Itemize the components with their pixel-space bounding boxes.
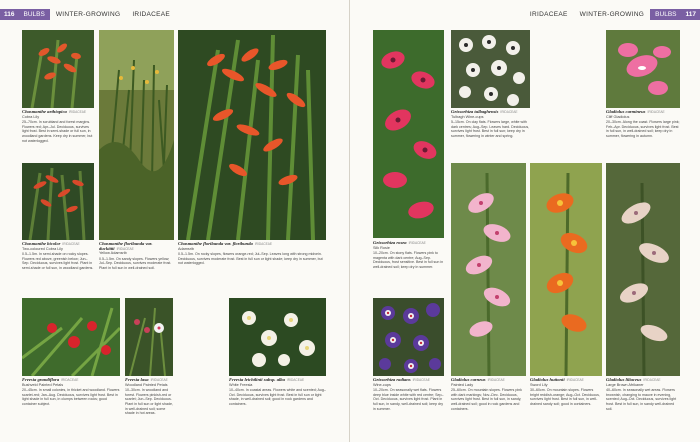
caption-gladiolus-carneus: Gladiolus carneus IRIDACEAE Painted Lady 25–60cm. On mountain slopes. Flowers pink with dark markings; Nov–Dec. Deciduous, survives light frost. Best in full sun, in sandy, well-drained soil; good in rock gardens and containers. — [451, 377, 522, 411]
photo-freesia-laxa — [125, 298, 173, 376]
caption-freesia-grandiflora: Freesia grandiflora IRIDACEAE Bushveld Painted Petals 20–45cm. In small colonies, in thicket and woodland. Flowers scarlet-red; Jan–Aug. Deciduous, survives light frost. Best in light shade in full sun, in clumps between rocks; good container subject. — [22, 377, 120, 406]
left-category-label: WINTER-GROWING — [55, 11, 121, 18]
photo-freesia-alba — [229, 298, 326, 376]
photo-gladiolus-huttonii — [530, 163, 602, 376]
photo-gladiolus-liliaceus — [606, 163, 680, 376]
right-page — [350, 0, 700, 442]
caption-freesia-alba: Freesia leichtlinii subsp. alba IRIDACEAE White Freesia 10–40cm. In coastal areas. Flowers white and scented; Aug–Oct. Deciduous, survives light frost. Best in full sun or light shade, in well-drained soil; good in rock gardens and containers. — [229, 377, 326, 406]
caption-gladiolus-liliaceus: Gladiolus liliaceus IRIDACEAE Large Brown Afrikaner 40–60cm. In seasonally wet areas. Flowers brownish, changing to mauve in evening, scented; Aug–Oct. Deciduous, survives light frost. Best in full sun, in sandy well-drained soil. — [606, 377, 677, 411]
caption-gladiolus-huttonii: Gladiolus huttonii IRIDACEAE Sword Lily 30–60cm. On mountain slopes. Flowers bright reddish-orange; Aug–Oct. Deciduous, survives light frost. Best in full sun, in well-drained sandy soil; good in containers. — [530, 377, 600, 406]
photo-geissorhiza-rosea — [373, 30, 444, 238]
photo-chasmanthe-floribunda — [178, 30, 326, 240]
caption-chasmanthe-aethiopica: Chasmanthe aethiopica IRIDACEAE Cobra Lily 25–70cm. In scrubland and forest margins. Flowers red; Apr–Jul. Deciduous, survives light frost. Best in semi-shade or full sun, in woodland gardens. Keep dry in summer, but not waterlogged. — [22, 109, 93, 143]
photo-gladiolus-carmineus — [606, 30, 680, 108]
right-page-number: 117 — [682, 9, 700, 20]
caption-freesia-laxa: Freesia laxa IRIDACEAE Woodland Painted Petals 10–30cm. In woodland and forest. Flowers pinkish-red or scarlet; Jun–Sep. Deciduous. Plant in full sun or light shade, in well-drained soil; some shade in hot areas. — [125, 377, 173, 416]
caption-chasmanthe-duckittii: Chasmanthe floribunda var. duckittii IRIDACEAE Yellow Adamsrib 0.5–1.5m. On sandy slopes. Flowers yellow; Jul–Sep. Deciduous, survives moderate frost. Plant in full sun in well-drained soil. — [99, 241, 172, 270]
photo-chasmanthe-bicolor — [22, 163, 94, 240]
photo-geissorhiza-radians — [373, 298, 444, 376]
photo-chasmanthe-aethiopica — [22, 30, 94, 108]
photo-geissorhiza-tulbaghensis — [451, 30, 530, 108]
right-category-label: WINTER-GROWING — [579, 11, 645, 18]
left-page-number: 116 — [0, 9, 19, 20]
caption-geissorhiza-radians: Geissorhiza radians IRIDACEAE Wine-cups 10–20cm. On seasonally wet flats. Flowers deep blue inside white with red centre; Sep–Oct. Deciduous, survives light frost. Plant in full sun, in sandy, well-drained soil; keep dry in summer. — [373, 377, 444, 411]
photo-freesia-grandiflora — [22, 298, 120, 376]
photo-chasmanthe-duckittii — [99, 30, 174, 240]
caption-geissorhiza-rosea: Geissorhiza rosea IRIDACEAE Silk Rosie 10–20cm. On stony flats. Flowers pink to magenta with dark centre; Aug–Sep. Deciduous, frost sensitive. Best in full sun in well-drained soil; keep dry in summer. — [373, 240, 444, 269]
caption-chasmanthe-floribunda: Chasmanthe floribunda var. floribunda IRIDACEAE Adamsrib 0.5–1.5m. On rocky slopes, flowers orange-red; Jul–Sep. Leaves long with strong midvein. Deciduous, survives moderate frost. Best in full sun or light shade; keep dry in summer, but not waterlogged. — [178, 241, 323, 266]
right-family-label: IRIDACEAE — [529, 11, 568, 18]
caption-geissorhiza-tulbaghensis: Geissorhiza tulbaghensis IRIDACEAE Tulbagh Wine-cups 5–15cm. On clay flats. Flowers large, white with dark centres; Aug–Sep. Leaves hard. Deciduous, survives light frost. Best in full sun; keep dry in summer, flowering in winter and spring. — [451, 109, 530, 138]
photo-gladiolus-carneus — [451, 163, 526, 376]
right-page-header — [524, 9, 700, 20]
left-page-header — [0, 9, 176, 20]
caption-gladiolus-carmineus: Gladiolus carmineus IRIDACEAE Cliff Gladiolus 20–30cm. Along the coast. Flowers large pink; Feb–Apr. Deciduous, survives light frost. Best in full sun, in well-drained soil; keep dry in summer, flowering in autumn. — [606, 109, 680, 138]
right-section-label: BULBS — [650, 9, 681, 20]
caption-chasmanthe-bicolor: Chasmanthe bicolor IRIDACEAE Two-coloured Cobra Lily 0.5–1.5m. In semi-shade on rocky slopes. Flowers red above, greenish below; Jun–Sep. Deciduous, survives light frost. Plant in semi-shade or full sun, in woodland gardens. — [22, 241, 94, 270]
left-section-label: BULBS — [19, 9, 50, 20]
left-family-label: IRIDACEAE — [132, 11, 171, 18]
